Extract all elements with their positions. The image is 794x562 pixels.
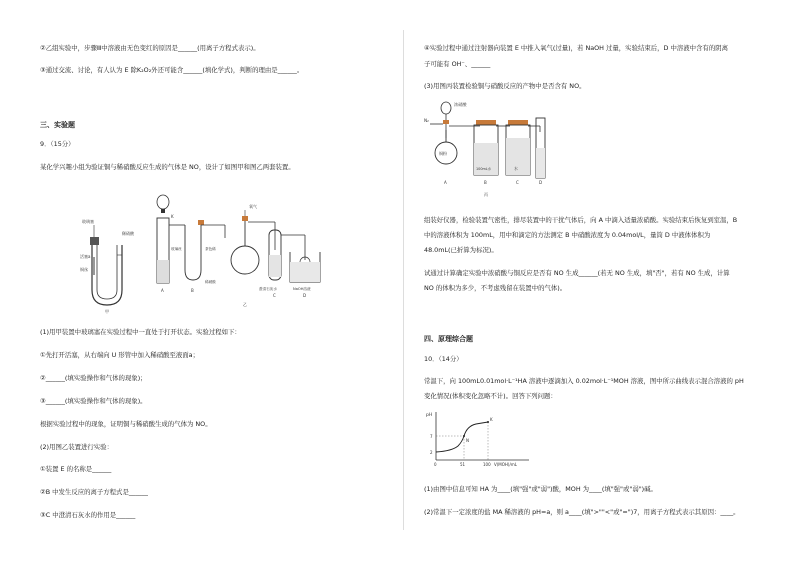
ph-graph-svg	[424, 408, 534, 470]
fig-bing-label-water-b: 100mL水	[476, 167, 492, 171]
fig-bing-label-b: B	[484, 180, 487, 185]
question-9-part-1: (1)用甲装置中玻璃塞在实验过程中一直处于打开状态。实验过程如下：	[40, 328, 241, 336]
fig-jia-label-acid: 稀硝酸	[122, 231, 134, 236]
right-line-6: 48.0mL(已折算为标况)。	[424, 246, 498, 254]
fig-bing-label-conc-acid: 浓硝酸	[454, 102, 467, 107]
question-9-part-2: (2)用图乙装置进行实验：	[40, 443, 113, 451]
question-9-part-2a: ①装置 E 的名称是______	[40, 465, 112, 473]
question-10-intro-1: 常温下，向 100mL0.01mol·L⁻¹HA 溶液中逐滴加入 0.02mol·L⁻¹MOH 溶液，图中所示曲线表示混合溶液的 pH	[424, 377, 744, 385]
fig-bing-label-copper: 铜粉	[439, 151, 447, 156]
ph-graph	[424, 408, 534, 470]
figure-yi	[145, 190, 330, 310]
fig-yi-label-acid: 稀硝酸	[205, 280, 216, 284]
question-9-part-1a: ①先打开活塞，从右端向 U 形管中加入稀硝酸至液面a；	[40, 351, 199, 359]
section-3-title: 三、实验题	[40, 121, 75, 129]
ph-graph-y-tick-2: 2	[430, 450, 433, 455]
ph-curve	[436, 422, 488, 452]
fig-yi-label-k: K	[171, 214, 174, 219]
fig-jia-label-valve: 活塞a	[80, 254, 91, 259]
figure-yi-svg	[145, 190, 330, 310]
question-9-part-2b: ②B 中发生反应的离子方程式是______	[40, 488, 149, 496]
fig-yi-label-fiber: 玻璃丝	[171, 247, 182, 251]
point-k	[487, 421, 489, 423]
fig-jia-label-copper: 铜丝	[80, 267, 88, 272]
fig-jia-label-stopper: 玻璃塞	[82, 219, 94, 224]
fig-yi-label-d: D	[303, 293, 307, 298]
question-9-number: 9．（15分）	[40, 140, 75, 148]
point-n	[463, 435, 465, 437]
question-10-part-1: (1)由图中信息可知 HA 为____(填"强"或"弱")酸，MOH 为____(填"强"或"弱")碱。	[424, 485, 657, 493]
question-10-part-2: (2)常温下一定浓度的盐 MA 稀溶液的 pH=a，则 a____(填">""<"或"=")7，用离子方程式表示其原因：____。	[424, 508, 740, 516]
right-line-2: 子可能有 OH⁻、______	[424, 60, 491, 68]
column-divider	[403, 30, 404, 530]
question-9-part-1c: ③______(填实验操作和气体的现象)。	[40, 397, 147, 405]
question-9-part-3: (3)用图丙装置检验铜与硝酸反应的产物中是否含有 NO。	[424, 82, 586, 90]
figure-bing-svg	[424, 98, 554, 198]
fig-bing-label-c: C	[516, 180, 519, 185]
question-note-1: ②乙组实验中，步骤Ⅲ中溶液由无色变红的原因是______(用离子方程式表示)。	[40, 44, 260, 52]
right-line-5: 中的溶液体积为 100mL，用中和滴定的方法测定 B 中硝酸浓度为 0.04mol/L，量筒 D 中液体体积为	[424, 231, 711, 239]
ph-graph-x-tick-100: 100	[483, 462, 491, 467]
question-9-intro: 某化学兴趣小组为验证铜与稀硝酸反应生成的气体是 NO，设计了如图甲和图乙两套装置。	[40, 163, 295, 171]
fig-bing-label-n2: N₂	[424, 118, 429, 123]
fig-bing-label-d: D	[539, 180, 543, 185]
ph-graph-x-tick-51: 51	[460, 462, 466, 467]
ph-graph-x-tick-0: 0	[434, 462, 437, 467]
glass-stopper-shape	[90, 237, 99, 245]
right-line-8: NO 的体积为多少，不考虑残留在装置中的气体)。	[424, 284, 567, 292]
fig-yi-label-b: B	[191, 288, 194, 293]
ph-graph-point-n-label: N	[466, 438, 469, 443]
fig-yi-label-oxygen: 氧气	[249, 204, 257, 209]
fig-yi-caption: 乙	[243, 302, 247, 307]
ph-graph-y-label: pH	[426, 413, 433, 418]
question-10-intro-2: 变化情况(体积变化忽略不计)。回答下列问题：	[424, 392, 557, 400]
fig-yi-label-a: A	[161, 288, 164, 293]
fig-bing-label-water-c: 水	[514, 166, 518, 171]
fig-bing-label-a: A	[444, 180, 447, 185]
fig-jia-caption: 甲	[105, 309, 109, 314]
fig-yi-label-tea: 茶色稀	[205, 247, 216, 251]
ph-graph-point-k-label: K	[490, 417, 493, 422]
fig-yi-label-limewater: 澄清石灰水	[259, 287, 277, 291]
section-4-title: 四、原理综合题	[424, 335, 473, 343]
question-9-part-1d: 根据实验过程中的现象，证明铜与稀硝酸生成的气体为 NO。	[40, 420, 212, 428]
fig-bing-caption: 丙	[484, 192, 488, 197]
ph-graph-x-label: V(MOH)/mL	[494, 462, 517, 467]
question-9-part-2c: ③C 中澄清石灰水的作用是______	[40, 511, 136, 519]
fig-yi-label-c: C	[273, 293, 276, 298]
figure-bing	[424, 98, 554, 198]
right-line-1: ④实验过程中通过注射器向装置 E 中推入氧气(过量)，若 NaOH 过量，实验结束后，D 中溶液中含有的阴离	[424, 44, 728, 52]
right-line-7: 试通过计算确定实验中浓硝酸与铜反应是否有 NO 生成______(若无 NO 生成，填"否"，若有 NO 生成，计算	[424, 269, 730, 277]
question-9-part-1b: ②______(填实验操作和气体的现象)；	[40, 374, 147, 382]
question-note-2: ③通过交流、讨论，有人认为 E 除K₂O₂外还可能含______(填化学式)，判断的理由是______。	[40, 66, 304, 74]
right-line-4: 组装好仪器，检验装置气密性，排尽装置中的干扰气体后，向 A 中滴入适量浓硝酸。实验结束后恢复到室温，B	[424, 216, 738, 224]
question-10-number: 10．（14分）	[424, 355, 463, 363]
ph-graph-y-tick-7: 7	[430, 434, 433, 439]
fig-yi-label-naoh: NaOH溶液	[293, 287, 311, 291]
